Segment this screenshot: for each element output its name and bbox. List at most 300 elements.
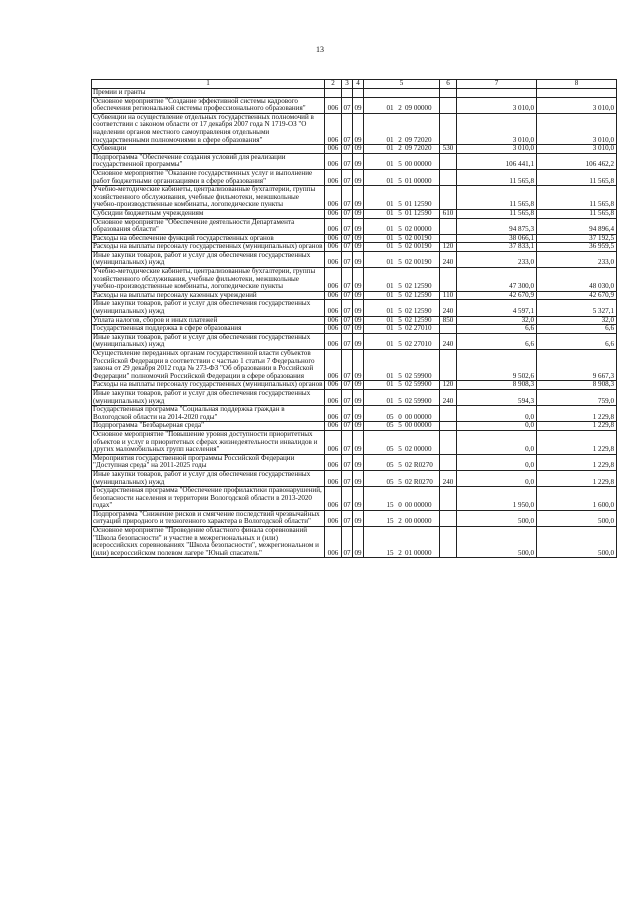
table-row [92,145,617,154]
code-podrazdel: 09 [353,218,364,234]
sum-year-1: 500,0 [457,527,537,558]
code-subprogram: 5 [398,242,402,251]
sum-year-2: 42 670,9 [537,291,617,300]
sum-year-1: 94 875,3 [457,218,537,234]
code-program: 01 [386,380,394,389]
code-program: 01 [386,144,394,153]
code-program: 05 [386,461,394,470]
sum-year-1: 11 565,8 [457,209,537,218]
code-csr [364,470,440,486]
code-podrazdel: 09 [353,350,364,381]
row-name: Премии и гранты [92,89,325,98]
code-podrazdel: 09 [354,234,362,242]
code-program: 01 [386,258,394,267]
table-row [92,218,617,234]
code-razdel: 07 [343,324,351,333]
code-razdel: 07 [343,421,351,430]
code-podrazdel: 09 [353,333,364,349]
row-name: Уплата налогов, сборов и иных платежей [92,316,325,325]
sum-year-1: 3 010,0 [457,97,537,113]
code-subprogram: 2 [398,104,402,113]
row-name: Расходы на выплаты персоналу государственных (муниципальных) органов [93,242,323,251]
code-gp: 006 [325,422,342,431]
code-direction: 02 12590 [405,307,432,316]
row-name: Основное мероприятие "Проведение областного финала соревнований "Школа безопасности" и участие в межрегиональных и (или) всероссийских соревнованиях "Школа безопасности", межрегиональном и (или) всероссийском полевом лагере "Юный спасатель" [92,527,325,558]
code-vr [440,89,457,98]
row-name: Основное мероприятие "Создание эффективной системы кадрового обеспечения региональной системы профессионального образования" [92,97,325,113]
sum-year-2: 1 229,8 [537,430,617,454]
code-razdel: 07 [343,316,351,324]
code-gp: 006 [325,218,342,234]
code-gp: 006 [325,381,342,390]
code-vr: 120 [440,243,457,252]
code-gp: 006 [325,510,342,526]
code-subprogram: 0 [398,501,402,510]
code-program: 01 [386,316,394,324]
code-program: 01 [386,225,394,234]
code-vr: 240 [440,333,457,349]
sum-year-2: 6,6 [537,325,617,334]
sum-year-1: 0,0 [457,454,537,470]
code-csr [364,234,440,243]
code-subprogram: 5 [398,258,402,267]
sum-year-2: 759,0 [537,389,617,405]
table-row [92,268,617,292]
table-row [92,527,617,558]
code-vr: 240 [440,251,457,267]
code-razdel: 07 [342,350,353,381]
table-row [92,406,617,422]
code-direction: 02 12590 [405,316,432,324]
table-row [92,234,617,243]
code-subprogram: 5 [398,225,402,234]
code-vr [440,422,457,431]
code-vr: 610 [440,209,457,218]
sum-year-1: 47 300,0 [457,268,537,292]
code-vr [440,325,457,334]
sum-year-1: 1 950,0 [457,487,537,511]
code-csr [364,218,440,234]
code-podrazdel: 09 [354,380,362,389]
code-csr [364,454,440,470]
sum-year-2: 37 192,5 [537,234,617,243]
sum-year-1: 11 565,8 [457,186,537,210]
code-csr [364,300,440,316]
row-name: Основное мероприятие "Оказание государственных услуг и выполнение работ бюджетными организациями в сфере образования" [92,169,325,185]
code-direction: 02 00000 [405,445,432,454]
code-gp: 006 [325,316,342,325]
code-vr [440,186,457,210]
code-vr: 240 [440,389,457,405]
code-gp: 006 [325,145,342,154]
code-vr [440,430,457,454]
code-vr [440,527,457,558]
table-row [92,153,617,169]
code-razdel: 07 [342,169,353,185]
sum-year-1: 8 908,3 [457,381,537,390]
sum-year-2: 11 565,8 [537,186,617,210]
code-direction: 02 00190 [405,258,432,267]
sum-year-1: 6,6 [457,333,537,349]
code-program: 01 [386,282,394,291]
code-direction: 02 59900 [405,371,432,380]
table-row [92,89,617,98]
code-direction: 09 72020 [405,144,432,153]
code-vr [440,454,457,470]
code-subprogram: 5 [398,396,402,405]
sum-year-1: 594,3 [457,389,537,405]
code-subprogram: 2 [398,517,402,526]
code-podrazdel: 09 [354,209,362,217]
code-program: 05 [386,477,394,486]
code-direction: 02 R0270 [405,477,433,486]
row-name: Расходы на выплаты персоналу государственных (муниципальных) органов [93,380,323,389]
code-razdel: 07 [343,234,351,242]
code-gp: 006 [325,97,342,113]
row-name: Осуществление переданных органам государственной власти субъектов Российской Федерации в соответствии с частью 1 статьи 7 Федерального закона от 29 декабря 2012 года № 273-ФЗ "Об образовании в Российской Федерации" полномочий Российской Федерации в сфере образования [92,350,325,381]
row-name: Учебно-методические кабинеты, централизованные бухгалтерии, группы хозяйственного обслуживания, учебные фильмотеки, межшкольные учебно-производственные комбинаты, логопедические пункты [92,268,325,292]
sum-year-1: 11 565,8 [457,169,537,185]
code-podrazdel: 09 [354,421,362,430]
code-podrazdel: 09 [353,268,364,292]
code-gp: 006 [325,186,342,210]
code-subprogram: 2 [398,144,402,153]
code-razdel: 07 [343,144,351,153]
table-row [92,209,617,218]
code-direction: 02 R0270 [405,461,433,470]
table-row [92,510,617,526]
sum-year-2: 500,0 [537,527,617,558]
code-gp: 006 [325,350,342,381]
code-vr [440,487,457,511]
table-row [92,251,617,267]
sum-year-1: 3 010,0 [457,113,537,144]
sum-year-2: 94 896,4 [537,218,617,234]
code-vr [440,350,457,381]
code-vr [440,113,457,144]
sum-year-1: 37 833,1 [457,243,537,252]
sum-year-1: 0,0 [457,470,537,486]
code-direction: 02 59900 [405,396,432,405]
code-podrazdel [353,89,364,98]
code-gp: 006 [325,300,342,316]
code-direction: 00 00000 [405,421,432,430]
sum-year-2: 11 565,8 [537,169,617,185]
code-vr [440,218,457,234]
code-subprogram: 2 [398,135,402,144]
code-podrazdel: 09 [353,470,364,486]
code-razdel: 07 [342,218,353,234]
code-subprogram: 5 [398,461,402,470]
code-subprogram: 5 [398,380,402,389]
code-vr [440,153,457,169]
sum-year-2: 9 667,3 [537,350,617,381]
code-gp: 006 [325,153,342,169]
code-gp: 006 [325,234,342,243]
row-name: Иные закупки товаров, работ и услуг для обеспечения государственных (муниципальных) нужд [92,333,325,349]
header-cell: 6 [440,80,457,89]
header-cell: 3 [342,80,353,89]
code-csr [364,510,440,526]
code-gp: 006 [325,406,342,422]
code-razdel: 07 [342,186,353,210]
code-podrazdel: 09 [354,316,362,324]
code-razdel: 07 [343,380,351,389]
table-row [92,316,617,325]
code-direction: 02 00190 [405,242,432,251]
code-subprogram: 0 [398,412,402,421]
code-direction: 00 00000 [405,501,432,510]
code-podrazdel: 09 [353,389,364,405]
code-gp: 006 [325,527,342,558]
sum-year-2: 3 010,0 [537,145,617,154]
sum-year-2: 5 327,1 [537,300,617,316]
code-gp: 006 [325,430,342,454]
code-vr: 120 [440,381,457,390]
table-row [92,422,617,431]
code-program: 01 [386,200,394,209]
code-program: 01 [386,104,394,113]
code-direction: 00 00000 [405,517,432,526]
code-podrazdel: 09 [353,251,364,267]
code-program: 01 [386,135,394,144]
code-vr: 240 [440,470,457,486]
sum-year-2: 36 959,5 [537,243,617,252]
code-program: 15 [386,517,394,526]
code-program: 05 [386,421,394,430]
code-razdel: 07 [343,209,351,217]
sum-year-2: 1 600,0 [537,487,617,511]
code-csr [364,186,440,210]
code-direction: 00 00000 [405,412,432,421]
code-razdel: 07 [342,300,353,316]
code-csr [364,316,440,325]
code-podrazdel: 09 [353,487,364,511]
code-program: 01 [386,340,394,349]
code-podrazdel: 09 [353,153,364,169]
table-row [92,333,617,349]
code-subprogram: 5 [398,282,402,291]
sum-year-1: 4 597,1 [457,300,537,316]
sum-year-2: 1 229,8 [537,406,617,422]
table-row [92,300,617,316]
sum-year-2: 3 010,0 [537,97,617,113]
row-name: Мероприятия государственной программы Российской Федерации "Доступная среда" на 2011-2025 годы [92,454,325,470]
code-razdel: 07 [342,487,353,511]
code-gp: 006 [325,113,342,144]
row-name: Иные закупки товаров, работ и услуг для обеспечения государственных (муниципальных) нужд [92,251,325,267]
code-csr [364,145,440,154]
code-csr [364,430,440,454]
code-direction: 02 59900 [405,380,432,389]
code-podrazdel: 09 [353,300,364,316]
code-vr: 240 [440,300,457,316]
sum-year-2: 1 229,8 [537,470,617,486]
sum-year-2: 32,0 [537,316,617,325]
table-row [92,350,617,381]
code-subprogram: 5 [398,160,402,169]
sum-year-2: 8 908,3 [537,381,617,390]
code-program: 01 [386,242,394,251]
code-razdel: 07 [342,510,353,526]
code-subprogram: 5 [398,445,402,454]
code-program: 01 [386,176,394,185]
code-gp: 006 [325,333,342,349]
code-podrazdel: 09 [353,510,364,526]
row-name: Иные закупки товаров, работ и услуг для обеспечения государственных (муниципальных) нужд [92,470,325,486]
code-program: 01 [386,371,394,380]
code-razdel: 07 [342,153,353,169]
sum-year-1: 0,0 [457,430,537,454]
code-vr [440,97,457,113]
code-csr [364,422,440,431]
sum-year-2: 106 462,2 [537,153,617,169]
code-podrazdel: 09 [354,242,362,251]
budget-table [91,79,617,558]
code-razdel: 07 [342,470,353,486]
code-direction: 09 00000 [405,104,432,113]
code-program: 01 [386,324,394,333]
code-vr: 110 [440,291,457,300]
code-gp: 006 [325,291,342,300]
code-subprogram: 5 [398,307,402,316]
sum-year-2: 1 229,8 [537,454,617,470]
row-name: Подпрограмма "Снижение рисков и смягчение последствий чрезвычайных ситуаций природного и техногенного характера в Вологодской области" [92,510,325,526]
code-program: 05 [386,412,394,421]
code-gp: 006 [325,325,342,334]
table-row [92,169,617,185]
code-direction: 01 12590 [405,200,432,209]
code-vr [440,268,457,292]
header-cell: 2 [325,80,342,89]
code-podrazdel: 09 [353,527,364,558]
header-cell: 8 [537,80,617,89]
code-gp [325,89,342,98]
code-razdel: 07 [342,454,353,470]
code-subprogram: 5 [398,324,402,333]
code-vr [440,510,457,526]
table-row [92,389,617,405]
sum-year-2: 11 565,8 [537,209,617,218]
code-direction: 02 12590 [405,282,432,291]
code-gp: 006 [325,487,342,511]
header-row [92,80,617,89]
code-vr [440,406,457,422]
code-podrazdel: 09 [353,430,364,454]
code-csr [364,251,440,267]
code-gp: 006 [325,251,342,267]
code-program: 01 [386,160,394,169]
sum-year-1: 38 066,1 [457,234,537,243]
code-gp: 006 [325,470,342,486]
sum-year-1: 9 502,6 [457,350,537,381]
code-razdel: 07 [342,333,353,349]
code-razdel: 07 [342,527,353,558]
code-direction: 09 72020 [405,135,432,144]
row-name: Государственная программа "Социальная поддержка граждан в Вологодской области на 2014-2020 годы" [92,406,325,422]
page-number: 13 [316,45,324,54]
row-name: Учебно-методические кабинеты, централизованные бухгалтерии, группы хозяйственного обслуживания, учебные фильмотеки, межшкольные учебно-производственные комбинаты, логопедические пункты [92,186,325,210]
row-name: Подпрограмма "Безбарьерная среда" [92,422,325,431]
row-name: Расходы на обеспечение функций государственных органов [92,234,325,243]
code-csr [364,291,440,300]
code-program: 01 [386,291,394,299]
sum-year-1: 32,0 [457,316,537,325]
code-direction: 02 00190 [405,234,432,242]
sum-year-2: 1 229,8 [537,422,617,431]
code-razdel: 07 [343,291,351,299]
code-razdel: 07 [342,97,353,113]
code-razdel: 07 [342,251,353,267]
sum-year-1: 233,0 [457,251,537,267]
header-cell: 5 [364,80,440,89]
code-gp: 006 [325,169,342,185]
code-vr: 850 [440,316,457,325]
table-row [92,430,617,454]
row-name: Субвенции на осуществление отдельных государственных полномочий в соответствии с законом области от 17 декабря 2007 года N 1719-ОЗ "О наделении органов местного самоуправления отдельными государственными полномочиями в сфере образования" [92,113,325,144]
sum-year-1 [457,89,537,98]
code-program: 01 [386,307,394,316]
code-subprogram: 5 [398,340,402,349]
sum-year-1: 42 670,9 [457,291,537,300]
code-direction: 02 00000 [405,225,432,234]
table-row [92,487,617,511]
code-subprogram: 5 [398,200,402,209]
code-csr [364,209,440,218]
sum-year-1: 3 010,0 [457,145,537,154]
code-direction: 01 12590 [405,209,432,217]
code-program: 01 [386,209,394,217]
code-razdel: 07 [342,406,353,422]
code-direction: 02 27010 [405,324,432,333]
code-csr [364,389,440,405]
code-csr [364,487,440,511]
code-gp: 006 [325,389,342,405]
code-program: 01 [386,234,394,242]
code-razdel: 07 [342,389,353,405]
code-csr [364,169,440,185]
sum-year-2: 233,0 [537,251,617,267]
code-podrazdel: 09 [354,144,362,153]
sum-year-2 [537,89,617,98]
table-row [92,454,617,470]
sum-year-1: 0,0 [457,406,537,422]
code-csr [364,325,440,334]
row-name: Иные закупки товаров, работ и услуг для обеспечения государственных (муниципальных) нужд [92,300,325,316]
code-program: 05 [386,445,394,454]
table-row [92,243,617,252]
code-podrazdel: 09 [353,186,364,210]
table-row [92,325,617,334]
sum-year-1: 500,0 [457,510,537,526]
code-csr [364,406,440,422]
code-gp: 006 [325,454,342,470]
code-vr: 530 [440,145,457,154]
code-gp: 006 [325,268,342,292]
code-gp: 006 [325,209,342,218]
code-podrazdel: 09 [353,454,364,470]
row-name: Субвенции [92,145,325,154]
header-cell: 4 [353,80,364,89]
code-podrazdel: 09 [354,291,362,299]
table-row [92,291,617,300]
code-razdel: 07 [343,242,351,251]
code-program: 15 [386,501,394,510]
code-program: 01 [386,396,394,405]
code-direction: 01 00000 [405,548,432,557]
row-name: Расходы на выплаты персоналу казенных учреждений [92,291,325,300]
code-program: 15 [386,548,394,557]
